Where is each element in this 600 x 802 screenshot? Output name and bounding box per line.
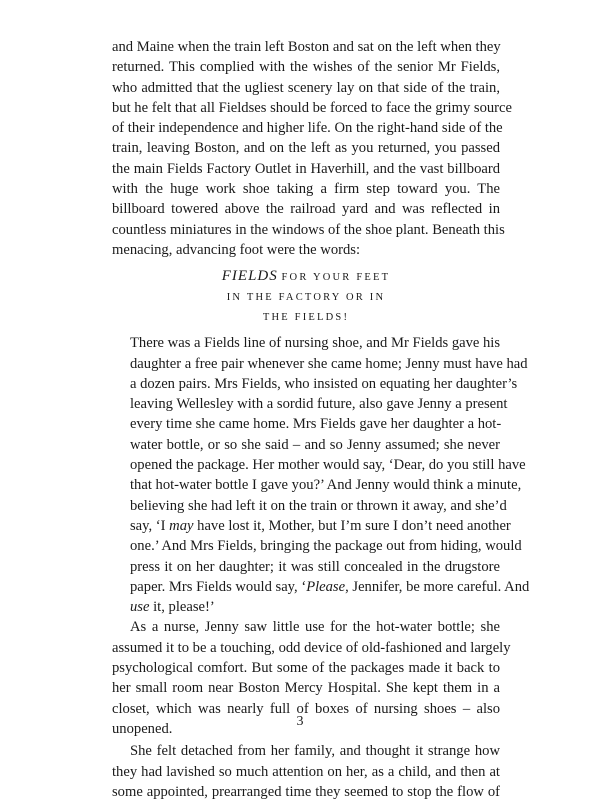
text-line: of their independence and higher life. On the right-hand side of the: [112, 120, 503, 137]
text-line: every time she came home. Mrs Fields gave her daughter a hot-: [130, 416, 502, 433]
text-line: with the huge work shoe taking a firm step toward you. The: [112, 181, 500, 198]
text-line: psychological comfort. But some of the packages made it back to: [112, 660, 500, 677]
text-line: her small room near Boston Mercy Hospital. She kept them in a: [112, 680, 500, 697]
text-line: water bottle, or so she said – and so Jenny assumed; she never: [130, 436, 500, 453]
text-line: and Maine when the train left Boston and sat on the left when they: [112, 39, 501, 55]
text-line: one.’ And Mrs Fields, bringing the package out from hiding, would: [130, 538, 522, 555]
slogan-line-3: THE FIELDS!: [262, 312, 350, 324]
text-line: There was a Fields line of nursing shoe, and Mr Fields gave his: [130, 335, 501, 352]
text-line: say, ‘I may have lost it, Mother, but I’m sure I don’t need another: [130, 517, 511, 534]
text-line: returned. This complied with the wishes of the senior Mr Fields,: [112, 59, 500, 76]
slogan-brand: FIELDS: [221, 268, 278, 285]
text-line: As a nurse, Jenny saw little use for the hot-water bottle; she: [130, 619, 500, 636]
slogan-line-1: FOR YOUR FEET: [281, 272, 391, 284]
text-line: assumed it to be a touching, odd device of old-fashioned and largely: [112, 639, 511, 656]
billboard-slogan: [112, 266, 500, 328]
emphasis: may: [169, 517, 194, 534]
text-line: leaving Wellesley with a sordid future, also gave Jenny a present: [130, 396, 508, 413]
paragraph-4: [112, 741, 500, 802]
text-line: use it, please!’: [130, 599, 215, 616]
text-line: some appointed, prearranged time they seemed to stop the flow of: [112, 783, 500, 800]
slogan-line-2: IN THE FACTORY OR IN: [226, 292, 386, 304]
text-line: the main Fields Factory Outlet in Haverhill, and the vast billboard: [112, 160, 500, 177]
text-line: She felt detached from her family, and thought it strange how: [130, 743, 500, 760]
paragraph-1: [112, 37, 512, 260]
text-line: train, leaving Boston, and on the left as you returned, you passed: [112, 140, 500, 157]
page-body: [112, 37, 530, 802]
text-line: daughter a free pair whenever she came home; Jenny must have had: [130, 355, 528, 372]
text-line: press it on her daughter; it was still concealed in the drugstore: [130, 558, 500, 575]
page-number: 3: [296, 714, 304, 729]
text-line: a dozen pairs. Mrs Fields, who insisted on equating her daughter’s: [130, 375, 518, 392]
paragraph-2: [112, 333, 530, 617]
text-line: paper. Mrs Fields would say, ‘Please, Jennifer, be more careful. And: [130, 578, 530, 595]
text-line: unopened.: [112, 720, 173, 737]
text-line: billboard towered above the railroad yard and was reflected in: [112, 201, 500, 218]
text-line: countless miniatures in the windows of the shoe plant. Beneath this: [112, 221, 505, 238]
text-line: they had lavished so much attention on her, as a child, and then at: [112, 763, 500, 780]
text-line: that hot-water bottle I gave you?’ And Jenny would think a minute,: [130, 477, 522, 494]
emphasis: use: [130, 599, 150, 616]
text-line: closet, which was nearly full of boxes of nursing shoes – also: [112, 700, 500, 717]
text-line: who admitted that the ugliest scenery lay on that side of the train,: [112, 79, 500, 96]
text-line: menacing, advancing foot were the words:: [112, 241, 361, 258]
emphasis: Please: [306, 578, 346, 595]
text-line: opened the package. Her mother would say, ‘Dear, do you still have: [130, 457, 526, 474]
text-line: believing she had left it on the train or thrown it away, and she’d: [130, 497, 507, 514]
text-line: but he felt that all Fieldses should be forced to face the grimy source: [112, 99, 512, 116]
